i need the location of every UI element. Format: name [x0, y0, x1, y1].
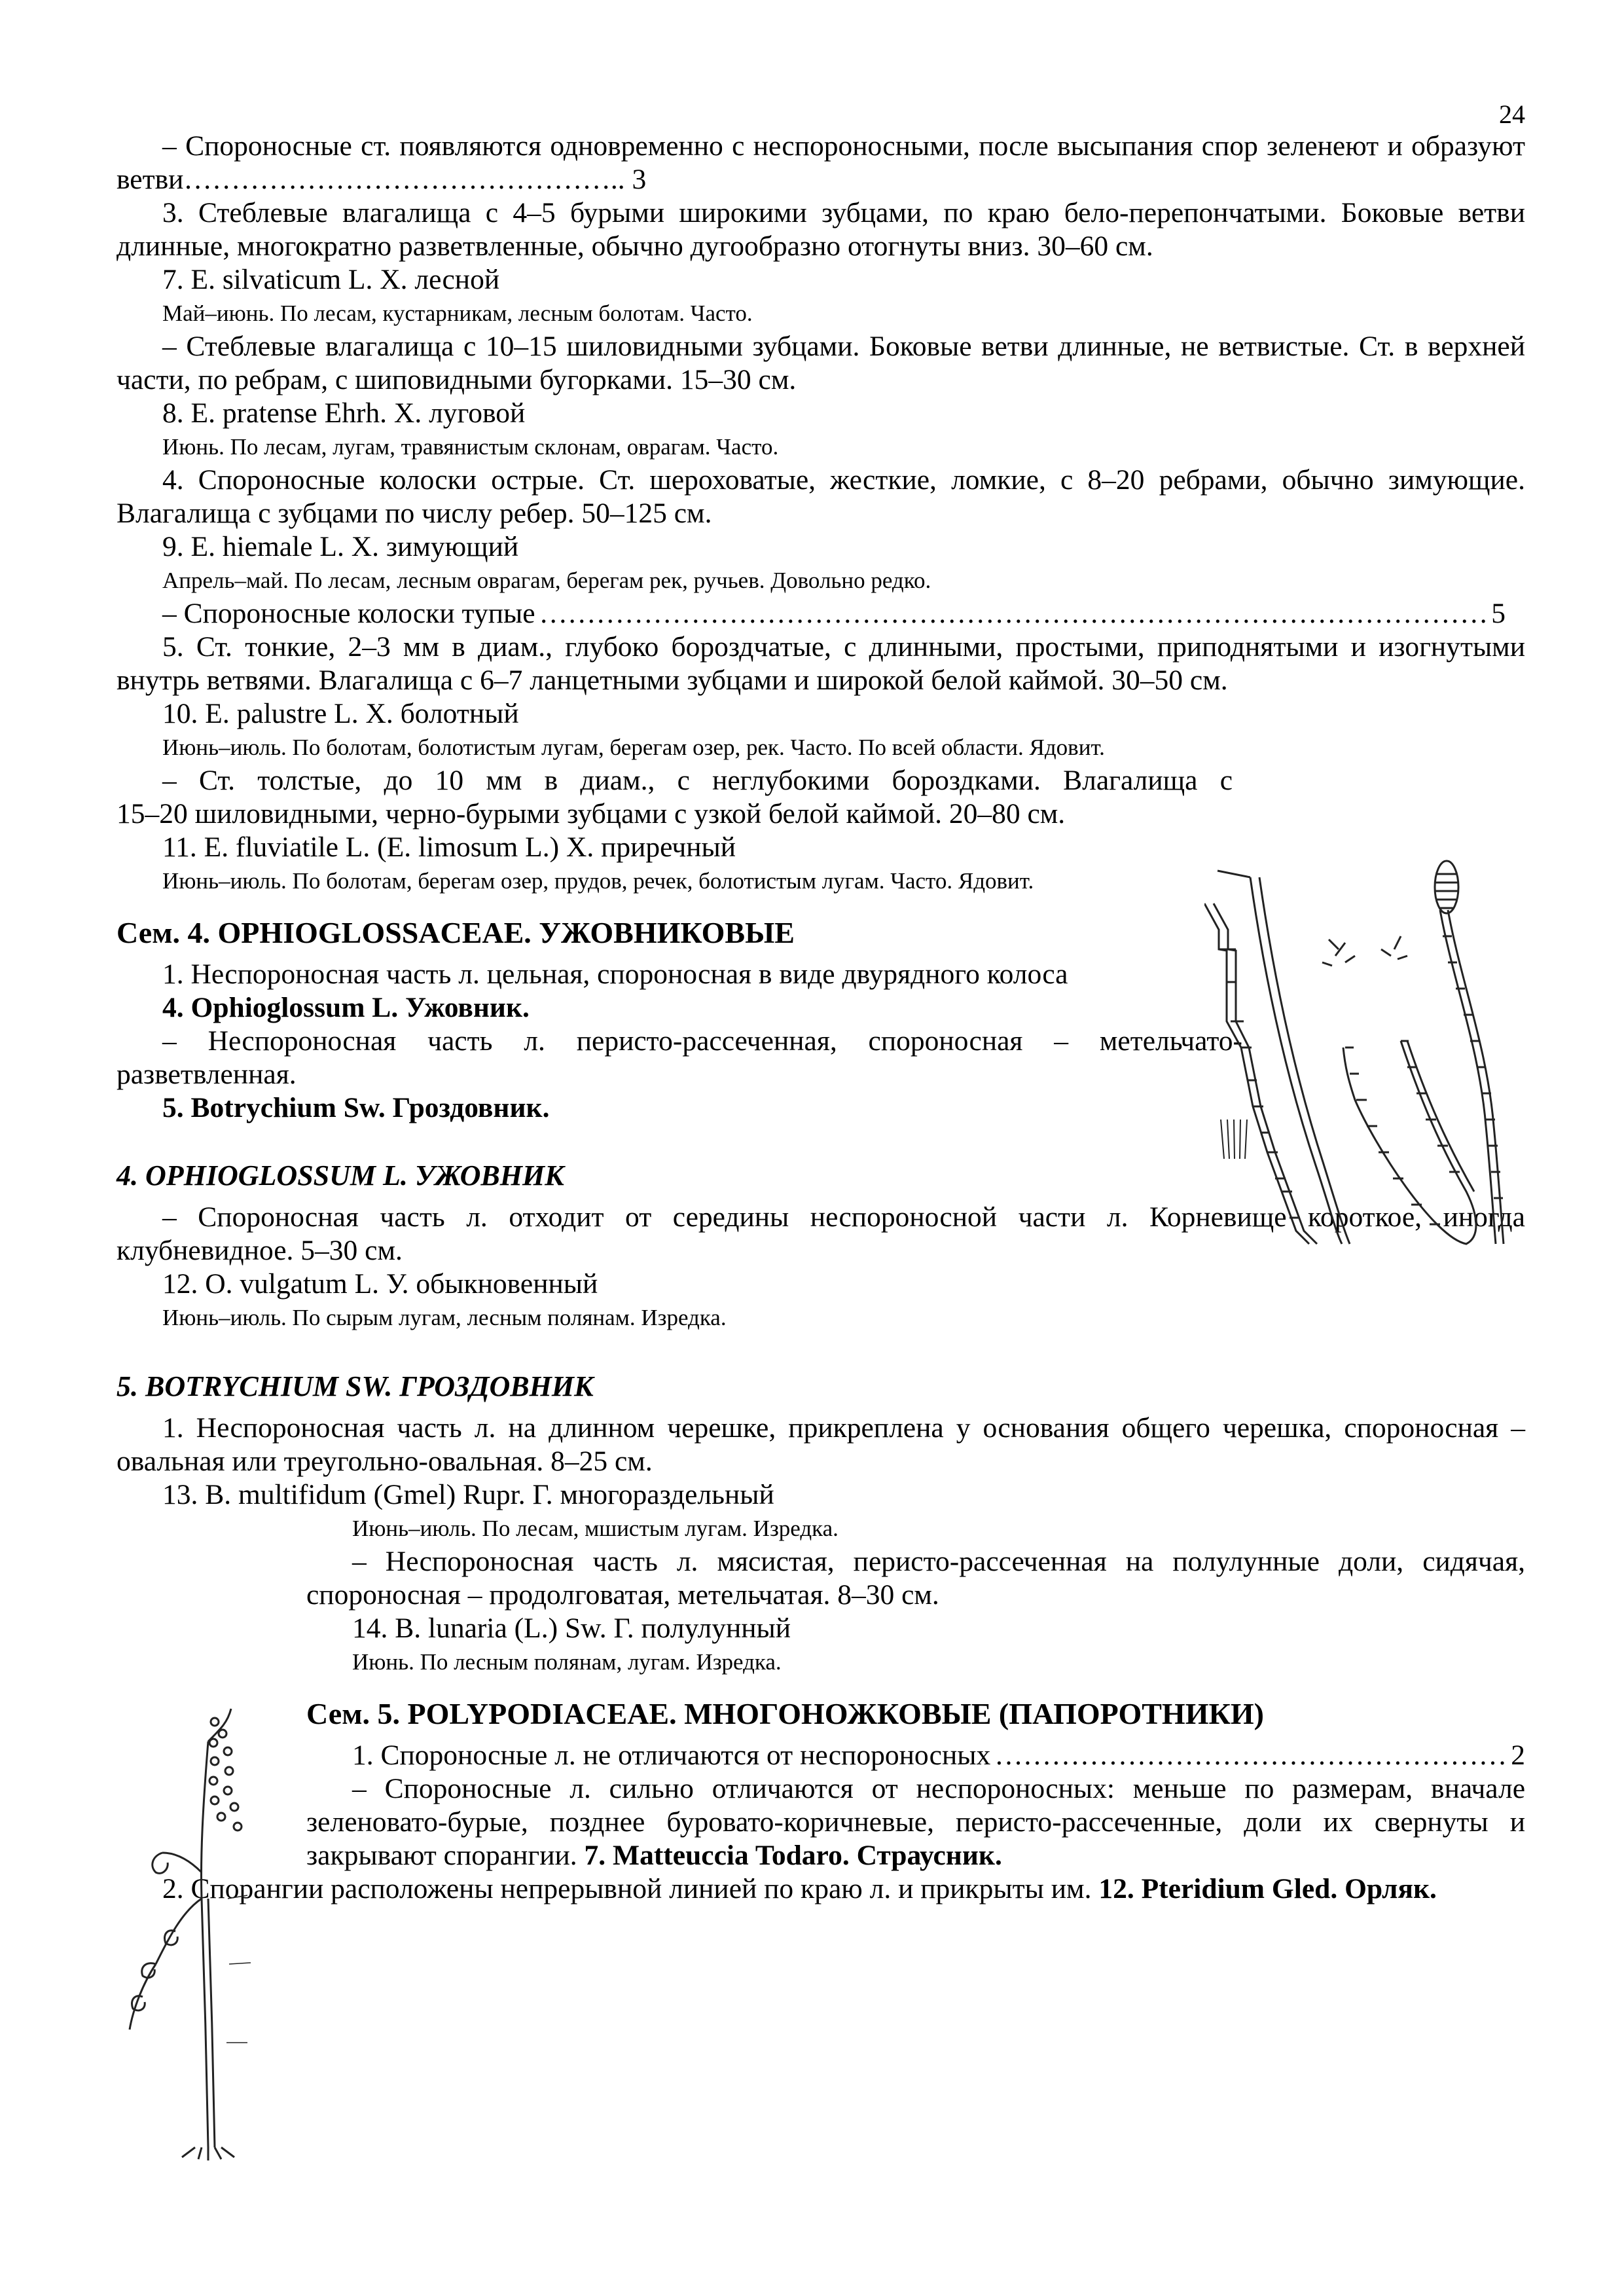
genus-4-text: – Спороносная часть л. отходит от середины неспороносной части л. Корневище короткое, иногда клубневидное. 5–30 см.	[117, 1201, 1525, 1266]
family-4-key-1b: – Неспороносная часть л. перисто-рассеченная, спороносная – метельчато- разветвленная.	[117, 1025, 1242, 1090]
key-step-4: 4. Спороносные колоски острые. Ст. шероховатые, жесткие, ломкие, с 8–20 ребрами, обычно зимующие. Влагалища с зубцами по числу ребер. 50–125 см.	[117, 464, 1525, 529]
family-5-key-1b: – Спороносные л. сильно отличаются от неспороносных: меньше по размерам, вначале зеленовато-бурые, позднее буровато-коричневые, перисто-рассеченные, доли их свернуты и закрывают спорангии. 7. Matteuccia Todaro. Страусник.	[306, 1773, 1525, 1871]
species-8-name: 8. E. pratense Ehrh. X. луговой	[162, 397, 526, 429]
page-number: 24	[1499, 100, 1525, 129]
species-11-name: 11. E. fluviatile L. (E. limosum L.) X. приречный	[162, 831, 736, 863]
botrychium-illustration	[117, 1702, 293, 2160]
family-5-key-2: 2. Спорангии расположены непрерывной линией по краю л. и прикрыты им. 12. Pteridium Gled. Орляк.	[162, 1873, 1437, 1904]
species-7-name: 7. E. silvaticum L. X. лесной	[162, 264, 500, 295]
species-7-note: Май–июнь. По лесам, кустарникам, лесным болотам. Часто.	[162, 301, 753, 326]
right-column	[306, 1512, 1525, 1872]
species-10-note: Июнь–июль. По болотам, болотистым лугам, берегам озер, рек. Часто. По всей области. Ядовит.	[162, 735, 1105, 760]
species-8-note: Июнь. По лесам, лугам, травянистым склонам, оврагам. Часто.	[162, 434, 779, 460]
key-step-5: 5. Ст. тонкие, 2–3 мм в диам., глубоко бороздчатые, с длинными, простыми, приподнятыми и изогнутыми внутрь ветвями. Влагалища с 6–7 ланцетными зубцами и широкой белой каймой. 30–50 см.	[117, 631, 1525, 696]
genus-5-key-1: 1. Неспороносная часть л. на длинном черешке, прикреплена у основания общего черешка, спороносная – овальная или треугольно-овальная. 8–25 см.	[117, 1412, 1525, 1477]
species-9-name: 9. E. hiemale L. X. зимующий	[162, 531, 519, 562]
species-13-note: Июнь–июль. По лесам, мшистым лугам. Изредка.	[352, 1516, 839, 1541]
family-4-key-1: 1. Неспороносная часть л. цельная, спороносная в виде двурядного колоса	[162, 958, 1068, 990]
key-step-3: 3. Стеблевые влагалища с 4–5 бурыми широкими зубцами, по краю бело-перепончатыми. Боковые ветви длинные, многократно разветвленные, обычно дугообразно отогнуты вниз. 30–60 см.	[117, 197, 1525, 262]
species-11-note: Июнь–июль. По болотам, берегам озер, прудов, речек, болотистым лугам. Часто. Ядовит.	[162, 868, 1034, 894]
family-5-key-1: 1. Спороносные л. не отличаются от неспороносных …………………………………………………………………………………………………………………………………………………………………………… 2	[306, 1739, 1525, 1772]
genus-5-heading: 5. BOTRYCHIUM SW. ГРОЗДОВНИК	[117, 1370, 594, 1402]
species-14-name: 14. B. lunaria (L.) Sw. Г. полулунный	[352, 1613, 791, 1644]
family-4-heading: Сем. 4. OPHIOGLOSSACEAE. УЖОВНИКОВЫЕ	[117, 916, 795, 949]
species-13-name: 13. B. multifidum (Gmel) Rupr. Г. многораздельный	[162, 1479, 774, 1510]
family-4-genus-ophioglossum: 4. Ophioglossum L. Ужовник.	[162, 992, 530, 1023]
genus-5-key-1b: – Неспороносная часть л. мясистая, перисто-рассеченная на полулунные доли, сидячая, спороносная – продолговатая, метельчатая. 8–30 см.	[306, 1546, 1525, 1611]
family-5-heading: Сем. 5. POLYPODIACEAE. МНОГОНОЖКОВЫЕ (ПАПОРОТНИКИ)	[306, 1697, 1264, 1730]
key-step-3b: – Стеблевые влагалища с 10–15 шиловидными зубцами. Боковые ветви длинные, не ветвистые. Ст. в верхней части, по ребрам, с шиповидными бугорками. 15–30 см.	[117, 331, 1525, 395]
key-step-4b: – Спороносные колоски тупые …………………………………………………………………………………………………………………………………………………………………………… 5	[117, 597, 1525, 630]
genus-4-heading: 4. OPHIOGLOSSUM L. УЖОВНИК	[117, 1159, 564, 1192]
species-10-name: 10. E. palustre L. X. болотный	[162, 698, 519, 729]
horsetail-illustration	[1204, 851, 1532, 1264]
key-step-1b: – Спороносные ст. появляются одновременно с неспороносными, после высыпания спор зеленеют и образуют ветви……………………………………….. 3	[117, 130, 1525, 195]
species-12-name: 12. O. vulgatum L. У. обыкновенный	[162, 1268, 598, 1300]
species-12-note: Июнь–июль. По сырым лугам, лесным полянам. Изредка.	[162, 1305, 727, 1330]
species-14-note: Июнь. По лесным полянам, лугам. Изредка.	[352, 1649, 782, 1675]
species-9-note: Апрель–май. По лесам, лесным оврагам, берегам рек, ручьев. Довольно редко.	[162, 568, 931, 593]
family-4-genus-botrychium: 5. Botrychium Sw. Гроздовник.	[162, 1092, 550, 1123]
key-step-5b: – Ст. толстые, до 10 мм в диам., с неглубокими бороздками. Влагалища с 15–20 шиловидными, черно-бурыми зубцами с узкой белой каймой. 20–80 см.	[117, 765, 1233, 829]
